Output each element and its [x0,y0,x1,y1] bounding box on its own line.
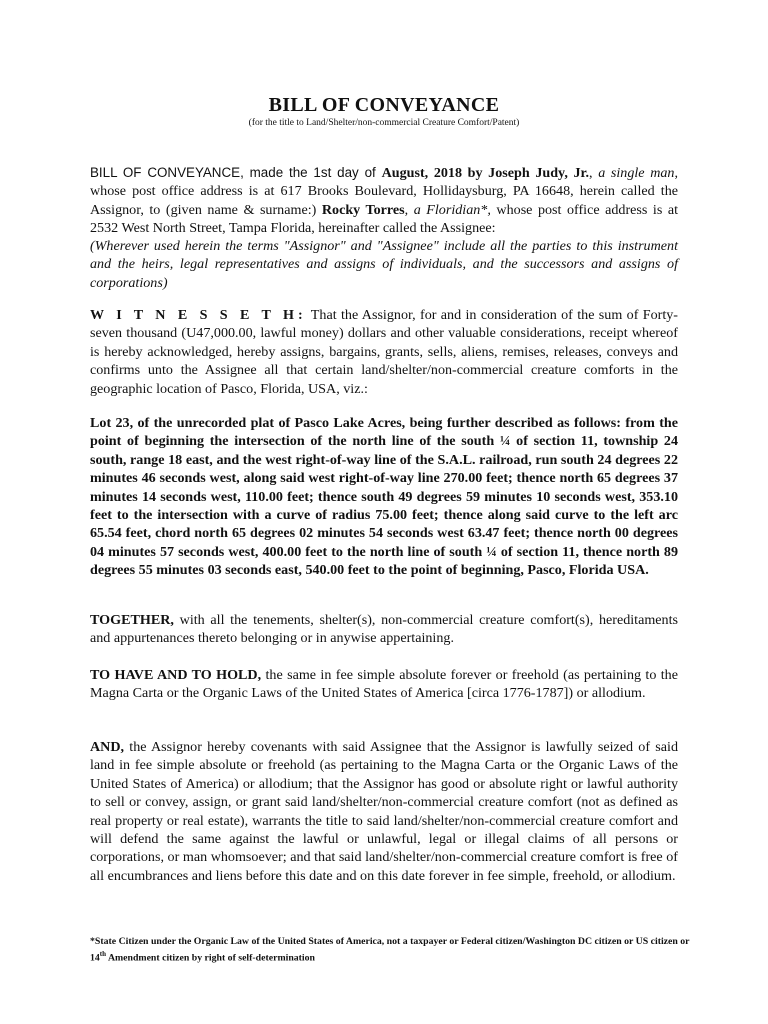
covenant-paragraph [90,738,678,885]
intro-paragraph [90,164,678,238]
intro-text-i: whose post office address is at 2532 West North Street, Tampa Florida, hereinafter called the Assignee: [90,201,679,237]
together-heading: TOGETHER, [90,612,174,628]
assignee-name: Rocky Torres [321,201,405,218]
intro-text-a: BILL OF CONVEYANCE, made the 1st day of [90,165,382,180]
footnote [90,935,690,964]
habendum-heading: TO HAVE AND TO HOLD, [90,667,262,683]
witnesseth-paragraph [90,306,678,398]
witnesseth-text: That the Assignor, for and in consideration of the sum of Forty-seven thousand (U47,000.00, lawful money) dollars and other valuable considerations, receipt whereof is hereby acknowledged, hereby assigns, bargains, grants, sells, aliens, remises, releases, conveys and confirms unto the Assignee all that certain land/shelter/non-commercial creature comforts in the geographic location of Pasco, Florida, USA, viz.: [90,307,678,397]
together-text: with all the tenements, shelter(s), non-commercial creature comfort(s), hereditaments and appurtenances thereto belonging or in anywise appertaining. [90,612,678,647]
footnote-text-a: *State Citizen under the Organic Law of the United States of America, not a taxpayer or Federal citizen/Washington DC citizen or US citizen or 14 [90,936,690,964]
intro-text-c: , [589,165,599,181]
assignee-status: a Floridian*, [413,201,491,218]
witnesseth-heading: W I T N E S S E T H: [90,307,307,323]
habendum-text: the same in fee simple absolute forever or freehold (as pertaining to the Magna Carta or the Organic Laws of the United States of America [circa 1776-1787]) or allodium. [90,667,678,702]
intro-date-party: August, 2018 by Joseph Judy, Jr. [381,165,590,181]
legal-description-paragraph: Lot 23, of the unrecorded plat of Pasco Lake Acres, being further described as follows: from the point of beginning the intersection of the north line of the south ¼ of section 11, township 24 south, range 18 east, and the west right-of-way line of the S.A.L. railroad, run south 24 degrees 22 minutes 46 seconds west, along said west right-of-way line 270.00 feet; thence north 65 degrees 37 minutes 14 seconds west, 110.00 feet; thence south 49 degrees 59 minutes 10 seconds west, 353.10 feet to the intersection with a curve of radius 75.00 feet; thence along said curve to the left arc 65.54 feet, chord north 65 degrees 02 minutes 54 seconds west 63.47 feet; thence north 00 degrees 04 minutes 57 seconds west, 400.00 feet to the north line of south ¼ of section 11, thence north 89 degrees 55 minutes 03 seconds east, 540.00 feet to the point of beginning, Pasco, Florida USA. [90,415,678,579]
intro-text-g: , [404,201,414,218]
covenant-text: the Assignor hereby covenants with said Assignee that the Assignor is lawfully seized of said land in fee simple absolute or freehold (as pertaining to the Magna Carta or the Organic Laws of the United States of America) or allodium; that the Assignor has good or absolute right or lawful authority to sell or convey, assign, or grant said land/shelter/non-commercial creature comfort (not as defined as real property or real estate), warrants the title to said land/shelter/non-commercial creature comfort and will defend the same against the lawful or unlawful, legal or illegal claims of all persons or corporations, or man whomsoever; and that said land/shelter/non-commercial creature comfort is free of all encumbrances and liens before this date and on this date forever in fee simple, freehold, or allodium. [90,739,678,884]
document-subtitle: (for the title to Land/Shelter/non-commercial Creature Comfort/Patent) [248,118,520,128]
document-title: BILL OF CONVEYANCE [268,94,500,116]
together-paragraph [90,611,678,648]
footnote-superscript: th [99,950,107,958]
footnote-text-b: Amendment citizen by right of self-determination [106,952,315,964]
definitions-note: (Wherever used herein the terms "Assignor" and "Assignee" include all the parties to this instrument and the heirs, legal representatives and assigns of individuals, and the successors and assigns of corporations) [90,238,678,291]
intro-marital-status: a single man [598,165,675,181]
intro-text-e: , whose post office address is at 617 Brooks Boulevard, Hollidaysburg, PA 16648, herein called the Assignor, to (given name & surname:) [90,165,679,218]
habendum-paragraph [90,666,678,703]
covenant-heading: AND, [90,739,125,755]
